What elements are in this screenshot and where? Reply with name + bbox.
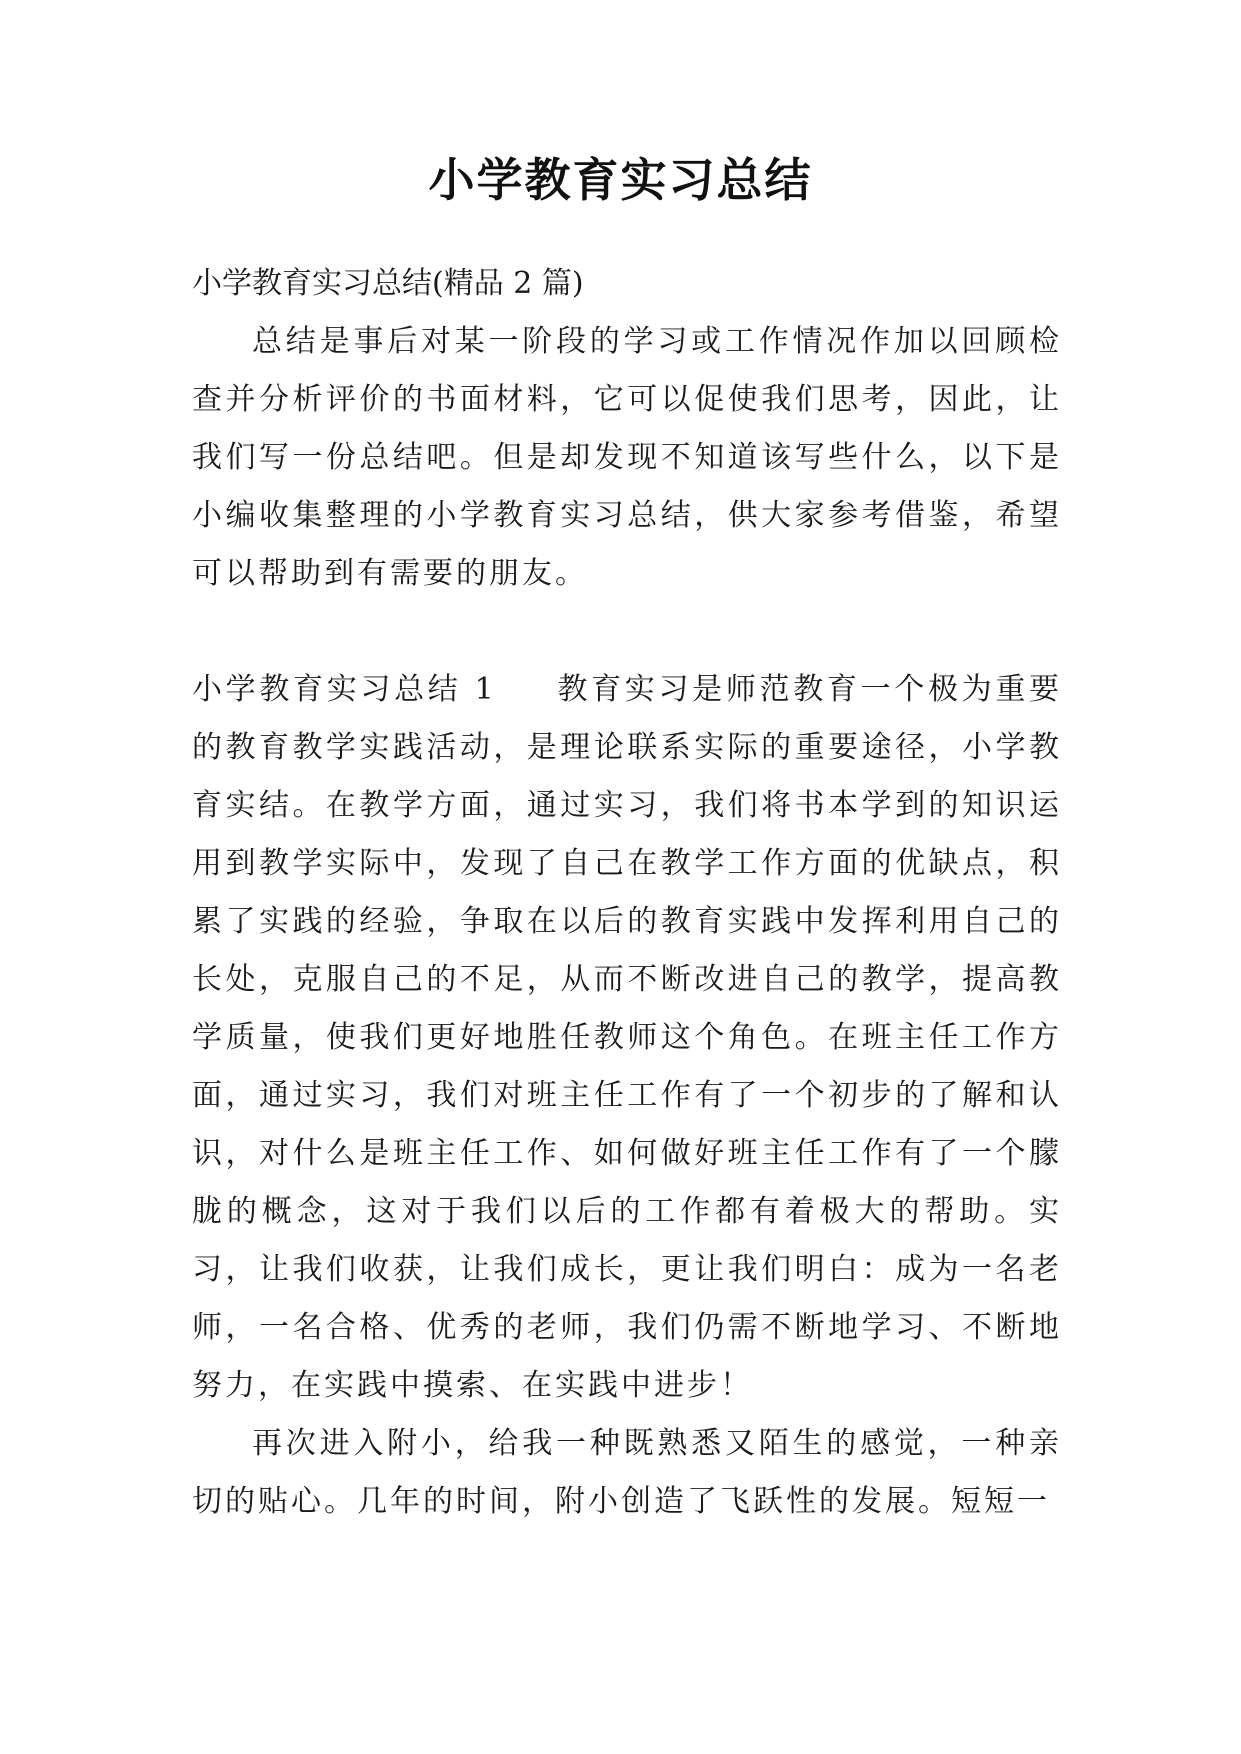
document-subtitle: 小学教育实习总结(精品 2 篇) xyxy=(192,266,584,301)
intro-paragraph: 总结是事后对某一阶段的学习或工作情况作加以回顾检查并分析评价的书面材料，它可以促使我们思考，因此，让我们写一份总结吧。但是却发现不知道该写些什么，以下是小编收集整理的小学教育实习总结，供大家参考借鉴，希望可以帮助到有需要的朋友。 xyxy=(192,324,1062,591)
section-1-paragraph xyxy=(192,661,1062,1415)
document-title: 小学教育实习总结 xyxy=(428,153,813,207)
section-1-heading: 小学教育实习总结 1 xyxy=(192,672,497,707)
document-body xyxy=(192,255,1062,1531)
section-1-text: 教育实习是师范教育一个极为重要的教育教学实践活动，是理论联系实际的重要途径，小学教育实结。在教学方面，通过实习，我们将书本学到的知识运用到教学实际中，发现了自己在教学工作方面的优缺点，积累了实践的经验，争取在以后的教育实践中发挥利用自己的长处，克服自己的不足，从而不断改进自己的教学，提高教学质量，使我们更好地胜任教师这个角色。在班主任工作方面，通过实习，我们对班主任工作有了一个初步的了解和认识，对什么是班主任工作、如何做好班主任工作有了一个朦胧的概念，这对于我们以后的工作都有着极大的帮助。实习，让我们收获，让我们成长，更让我们明白：成为一名老师，一名合格、优秀的老师，我们仍需不断地学习、不断地努力，在实践中摸索、在实践中进步！ xyxy=(192,672,1062,1403)
paragraph-spacer xyxy=(192,603,1062,661)
paragraph-2: 再次进入附小，给我一种既熟悉又陌生的感觉，一种亲切的贴心。几年的时间，附小创造了飞跃性的发展。短短一 xyxy=(192,1426,1062,1519)
